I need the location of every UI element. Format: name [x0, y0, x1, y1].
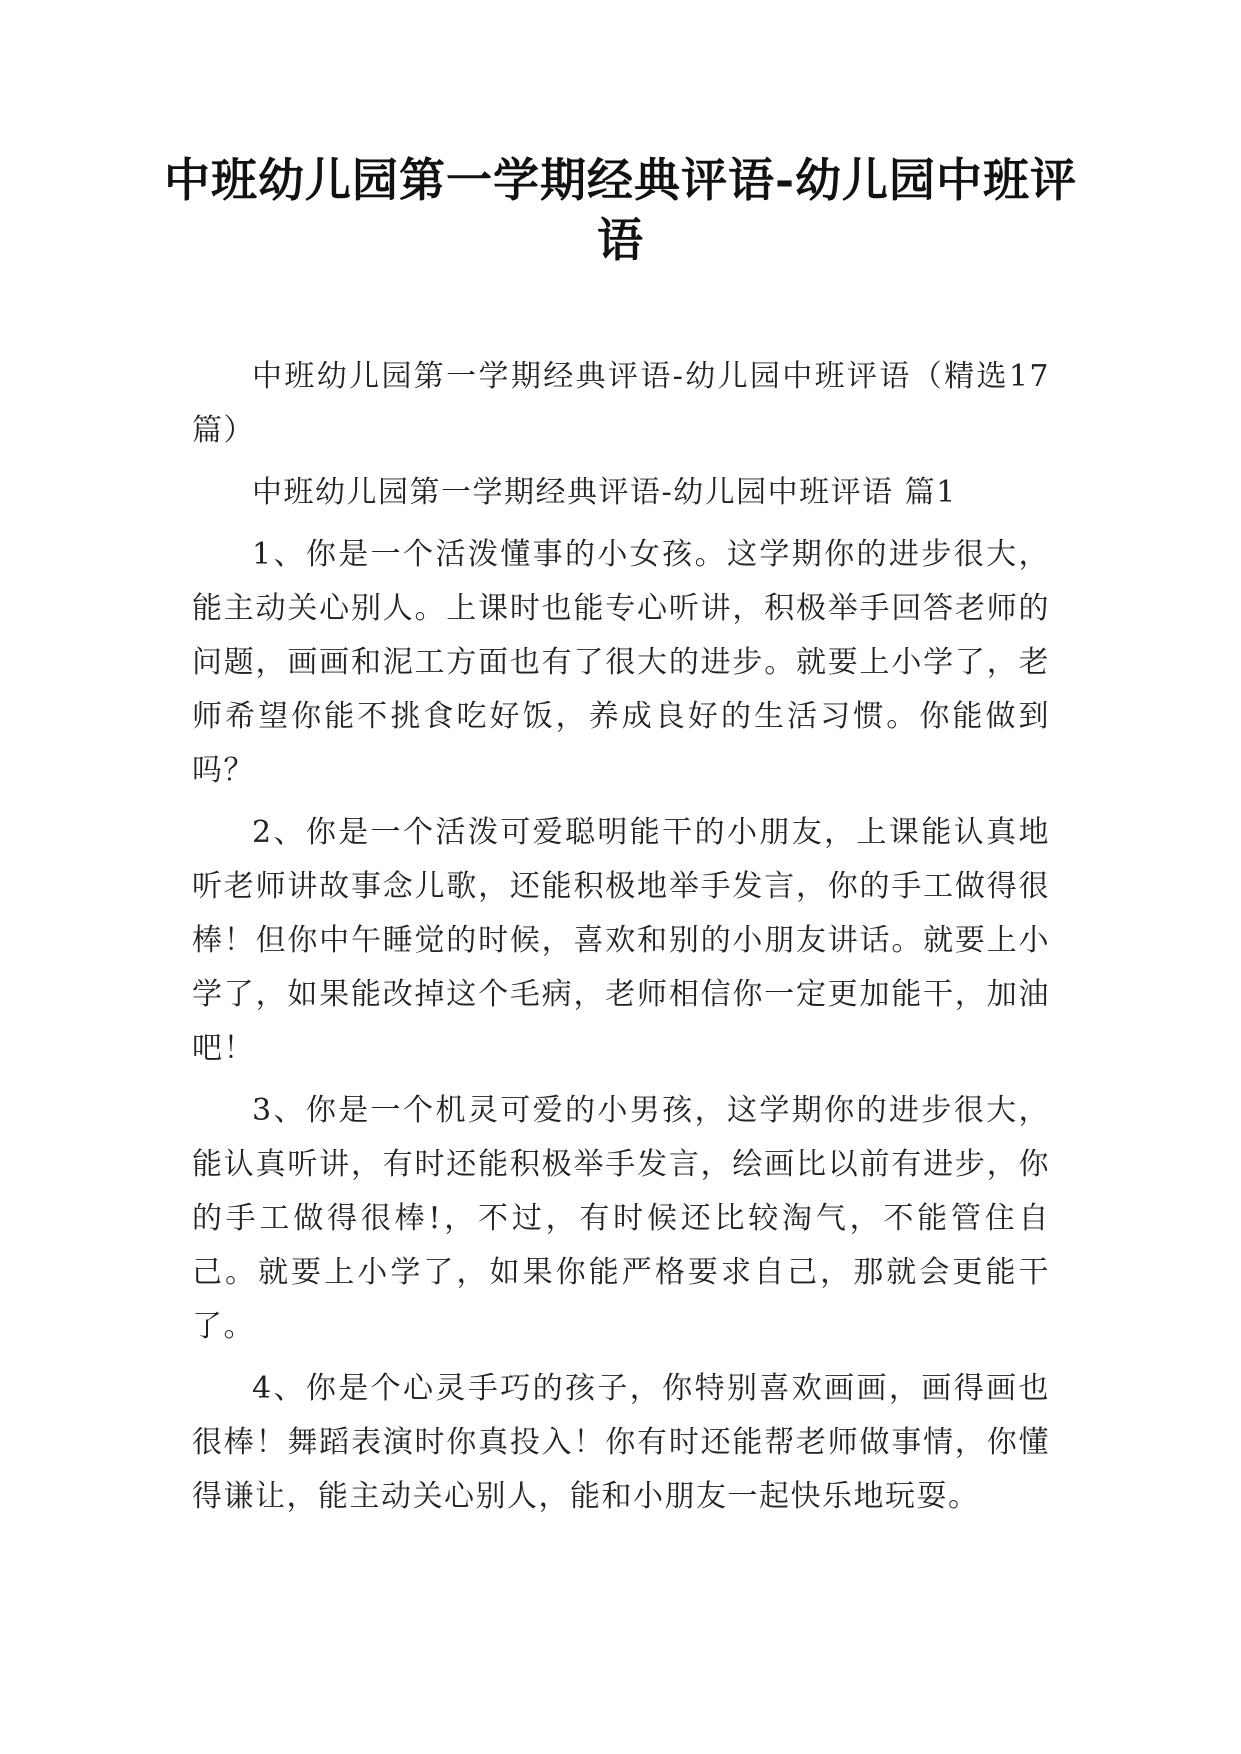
- comment-paragraph-1: 1、你是一个活泼懂事的小女孩。这学期你的进步很大，能主动关心别人。上课时也能专心听讲，积极举手回答老师的问题，画画和泥工方面也有了很大的进步。就要上小学了，老师希望你能不挑食吃好饭，养成良好的生活习惯。你能做到吗？: [192, 537, 1050, 788]
- comment-paragraph-4: 4、你是个心灵手巧的孩子，你特别喜欢画画，画得画也很棒！舞蹈表演时你真投入！你有时还能帮老师做事情，你懂得谦让，能主动关心别人，能和小朋友一起快乐地玩耍。: [192, 1371, 1050, 1514]
- document-title: 中班幼儿园第一学期经典评语-幼儿园中班评语: [163, 153, 1078, 267]
- comment-paragraph-2: 2、你是一个活泼可爱聪明能干的小朋友，上课能认真地听老师讲故事念儿歌，还能积极地举手发言，你的手工做得很棒！但你中午睡觉的时候，喜欢和别的小朋友讲话。就要上小学了，如果能改掉这个毛病，老师相信你一定更加能干，加油吧！: [192, 815, 1050, 1066]
- comment-paragraph-3: 3、你是一个机灵可爱的小男孩，这学期你的进步很大，能认真听讲，有时还能积极举手发言，绘画比以前有进步，你的手工做得很棒!，不过，有时候还比较淘气，不能管住自己。就要上小学了，如果你能严格要求自己，那就会更能干了。: [192, 1093, 1050, 1344]
- intro-paragraph: 中班幼儿园第一学期经典评语-幼儿园中班评语（精选17篇）: [192, 359, 1050, 448]
- document-body: [192, 350, 1050, 1532]
- section-heading: 中班幼儿园第一学期经典评语-幼儿园中班评语 篇1: [252, 475, 957, 510]
